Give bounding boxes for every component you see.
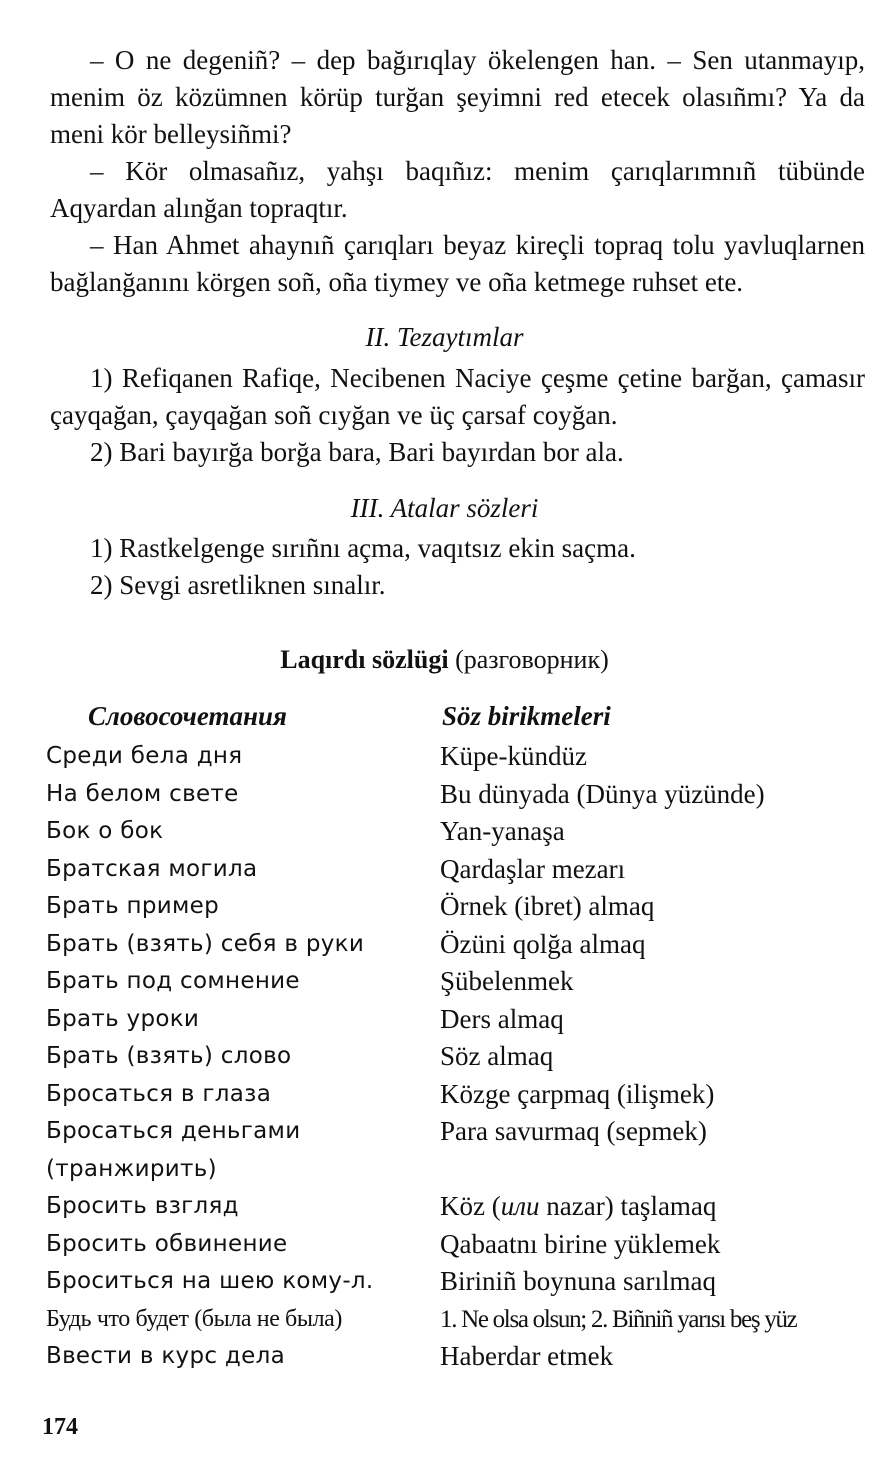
crimean-tatar-phrase: Küpe-kündüz bbox=[440, 741, 587, 771]
crimean-tatar-phrase: Para savurmaq (sepmek) bbox=[440, 1116, 707, 1146]
table-row bbox=[0, 1226, 889, 1264]
tongue-twister-2: 2) Bari bayırğa borğa bara, Bari bayırdan bor ala. bbox=[90, 437, 624, 467]
russian-phrase: Будь что будет (была не была) bbox=[46, 1305, 343, 1332]
phrasebook-heading-main: Laqırdı sözlügi bbox=[280, 645, 449, 674]
table-row bbox=[0, 1113, 889, 1188]
russian-phrase: Братская могила bbox=[46, 855, 258, 882]
table-row bbox=[0, 926, 889, 964]
phrasebook-heading bbox=[0, 645, 889, 675]
table-row bbox=[0, 1001, 889, 1039]
crimean-tatar-phrase: Özüni qolğa almaq bbox=[440, 928, 646, 959]
column-header-russian: Словосочетания bbox=[88, 701, 287, 731]
dialogue-paragraph-1: – O ne degeniñ? – dep bağırıqlay ökelengen han. – Sen utanmayıp, menim öz közümnen körüp turğan şeyimni red etecek olasıñmı? Ya da meni kör belleysiñmi? bbox=[50, 45, 865, 149]
russian-phrase: Бросить взгляд bbox=[46, 1193, 239, 1219]
crimean-tatar-phrase: Ders almaq bbox=[440, 1003, 564, 1034]
tongue-twister-1: 1) Refiqanen Rafiqe, Necibenen Naciye çeşme çetine barğan, çamasır çayqağan, çayqağan soñ cıyğan ve üç çarsaf coyğan. bbox=[50, 363, 865, 430]
crimean-tatar-phrase bbox=[440, 1188, 880, 1226]
table-row bbox=[0, 1188, 889, 1226]
table-row bbox=[0, 963, 889, 1001]
crimean-tatar-phrase: Bu dünyada (Dünya yüzünde) bbox=[440, 778, 765, 809]
table-row bbox=[0, 1338, 889, 1376]
table-row bbox=[0, 1076, 889, 1114]
table-row bbox=[0, 1263, 889, 1301]
table-row bbox=[0, 776, 889, 814]
russian-phrase: Бок о бок bbox=[46, 818, 164, 844]
russian-phrase: Бросаться деньгами (транжирить) bbox=[46, 1118, 301, 1182]
section-title-tongue-twisters: II. Tezaytımlar bbox=[365, 322, 524, 352]
crimean-tatar-phrase: 1. Ne olsa olsun; 2. Biñniñ yarısı beş yüz bbox=[440, 1305, 797, 1333]
russian-phrase: Ввести в курс дела bbox=[46, 1343, 285, 1369]
phrasebook-heading-russian: (разговорник) bbox=[448, 645, 609, 674]
proverb-2: 2) Sevgi asretliknen sınalır. bbox=[90, 570, 386, 600]
russian-phrase: Брать (взять) себя в руки bbox=[46, 930, 365, 957]
crimean-tatar-phrase: Şübelenmek bbox=[440, 966, 574, 996]
page-number: 174 bbox=[42, 1414, 78, 1440]
russian-phrase: Бросаться в глаза bbox=[46, 1080, 272, 1107]
russian-phrase: Среди бела дня bbox=[46, 743, 243, 769]
dialogue-paragraph-3: – Han Ahmet ahaynıñ çarıqları beyaz kireçli topraq tolu yavluqlarnen bağlanğanını körgen soñ, oña tiymey ve oña ketmege ruhset ete. bbox=[50, 230, 865, 297]
russian-phrase: Броситься на шею кому-л. bbox=[46, 1268, 374, 1294]
phrase-part: Köz ( bbox=[440, 1191, 501, 1221]
crimean-tatar-phrase: Söz almaq bbox=[440, 1041, 554, 1071]
table-row bbox=[0, 1301, 889, 1339]
russian-phrase: Бросить обвинение bbox=[46, 1230, 288, 1257]
russian-phrase: На белом свете bbox=[46, 780, 239, 807]
proverb-1: 1) Rastkelgenge sırıñnı açma, vaqıtsız ekin saçma. bbox=[90, 533, 636, 563]
crimean-tatar-phrase: Közge çarpmaq (ilişmek) bbox=[440, 1078, 715, 1109]
table-row bbox=[0, 813, 889, 851]
phrase-table bbox=[0, 738, 889, 1376]
table-row bbox=[0, 1038, 889, 1076]
table-row bbox=[0, 738, 889, 776]
crimean-tatar-phrase: Qabaatnı birine yüklemek bbox=[440, 1228, 721, 1259]
crimean-tatar-phrase: Biriniñ boynuna sarılmaq bbox=[440, 1266, 716, 1296]
phrase-italic-or: или bbox=[500, 1191, 540, 1221]
russian-phrase: Брать уроки bbox=[46, 1005, 200, 1032]
dialogue-paragraph-2: – Kör olmasañız, yahşı baqıñız: menim çarıqlarımnıñ tübünde Aqyardan alınğan topraqtır. bbox=[50, 156, 865, 223]
crimean-tatar-phrase: Yan-yanaşa bbox=[440, 816, 565, 846]
column-header-crimean-tatar: Söz birikmeleri bbox=[442, 701, 611, 731]
phrase-part: nazar) taşlamaq bbox=[539, 1191, 717, 1221]
russian-phrase: Брать под сомнение bbox=[46, 968, 300, 994]
russian-phrase: Брать (взять) слово bbox=[46, 1043, 292, 1069]
section-title-proverbs: III. Atalar sözleri bbox=[350, 493, 539, 523]
table-row bbox=[0, 851, 889, 889]
crimean-tatar-phrase: Haberdar etmek bbox=[440, 1341, 614, 1371]
crimean-tatar-phrase: Örnek (ibret) almaq bbox=[440, 891, 655, 921]
russian-phrase: Брать пример bbox=[46, 893, 220, 919]
crimean-tatar-phrase: Qardaşlar mezarı bbox=[440, 853, 626, 884]
table-row bbox=[0, 888, 889, 926]
